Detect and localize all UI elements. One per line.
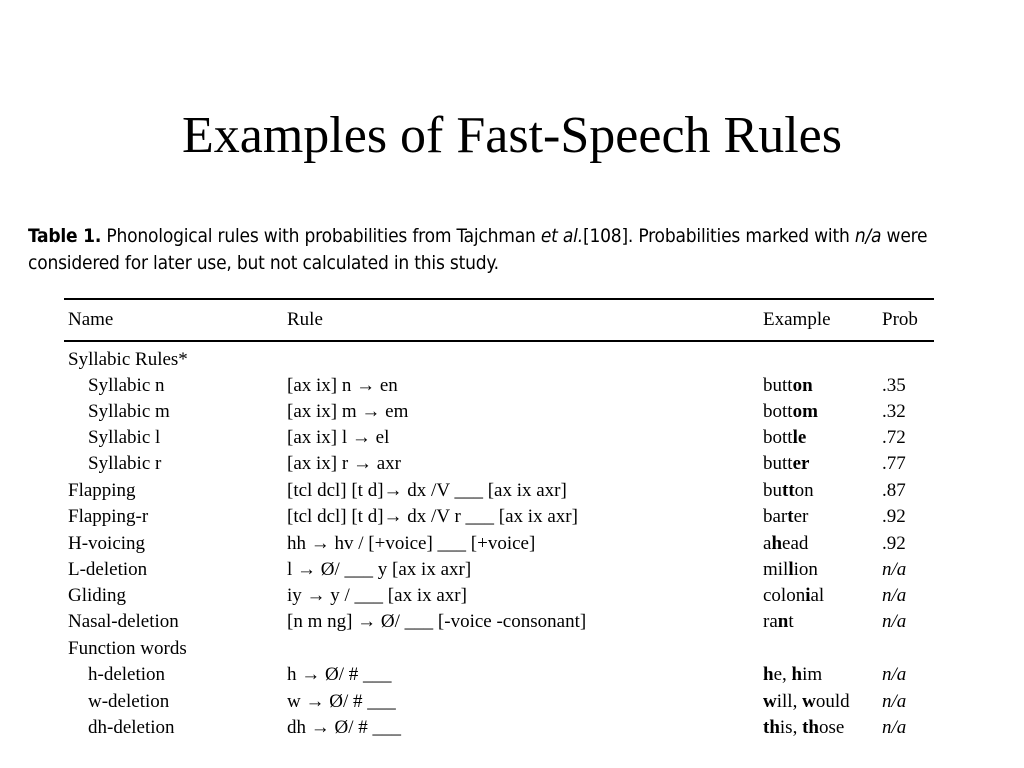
table-row [0, 636, 1024, 662]
row-prob: n/a [882, 611, 907, 632]
table-row [0, 478, 1024, 504]
row-prob: .72 [882, 427, 906, 448]
table-row [0, 583, 1024, 609]
row-name: H-voicing [68, 533, 146, 554]
row-prob: .32 [882, 401, 906, 422]
header-example: Example [763, 309, 831, 330]
caption-text-a: Phonological rules with probabilities from Tajchman [101, 225, 541, 247]
table-row [0, 689, 1024, 715]
caption-label: Table 1. [28, 225, 102, 247]
table-row [0, 373, 1024, 399]
row-example: he, him [763, 664, 823, 685]
row-rule: l → Ø/ ___ y [ax ix axr] [287, 559, 472, 580]
table-row [0, 504, 1024, 530]
row-name: Nasal-deletion [68, 611, 179, 632]
table-row [0, 531, 1024, 557]
table-header-rule [64, 340, 934, 342]
row-rule: [ax ix] n → en [287, 375, 398, 396]
table-row [0, 399, 1024, 425]
row-example: button [763, 480, 814, 501]
row-name: h-deletion [88, 664, 166, 685]
row-name: Syllabic l [88, 427, 161, 448]
row-name: Gliding [68, 585, 127, 606]
row-example: colonial [763, 585, 825, 606]
row-prob: .87 [882, 480, 906, 501]
row-prob: .77 [882, 453, 906, 474]
row-prob: .92 [882, 533, 906, 554]
row-name: Syllabic n [88, 375, 165, 396]
row-rule: [ax ix] r → axr [287, 453, 401, 474]
row-rule: [ax ix] l → el [287, 427, 390, 448]
row-rule: iy → y / ___ [ax ix axr] [287, 585, 467, 606]
row-name: Syllabic m [88, 401, 170, 422]
row-example: butter [763, 453, 810, 474]
row-name: Syllabic r [88, 453, 162, 474]
row-name: Flapping-r [68, 506, 149, 527]
table-row [0, 347, 1024, 373]
caption-text-b: [108]. Probabilities marked with [582, 225, 855, 247]
row-rule: hh → hv / [+voice] ___ [+voice] [287, 533, 536, 554]
row-prob: .35 [882, 375, 906, 396]
row-example: ahead [763, 533, 809, 554]
row-example: this, those [763, 717, 845, 738]
row-example: million [763, 559, 818, 580]
table-row [0, 662, 1024, 688]
row-name: dh-deletion [88, 717, 175, 738]
row-rule: dh → Ø/ # ___ [287, 717, 401, 738]
row-rule: [tcl dcl] [t d]→ dx /V ___ [ax ix axr] [287, 480, 567, 501]
row-rule: w → Ø/ # ___ [287, 691, 396, 712]
row-example: button [763, 375, 813, 396]
row-rule: [tcl dcl] [t d]→ dx /V r ___ [ax ix axr] [287, 506, 578, 527]
table-row [0, 451, 1024, 477]
row-prob: n/a [882, 664, 907, 685]
row-prob: n/a [882, 691, 907, 712]
row-name: Flapping [68, 480, 136, 501]
row-prob: n/a [882, 717, 907, 738]
row-example: bottle [763, 427, 807, 448]
table-top-rule [64, 298, 934, 300]
row-name: w-deletion [88, 691, 170, 712]
row-example: will, would [763, 691, 850, 712]
row-name: Function words [68, 638, 187, 659]
row-rule: [n m ng] → Ø/ ___ [-voice -consonant] [287, 611, 587, 632]
caption-text-c: were considered for later use, but not calculated in this study. [28, 225, 928, 274]
table-row [0, 609, 1024, 635]
table-caption [28, 223, 988, 277]
header-rule: Rule [287, 309, 323, 330]
row-rule: [ax ix] m → em [287, 401, 409, 422]
table-row [0, 715, 1024, 741]
row-name: Syllabic Rules* [68, 349, 188, 370]
row-prob: .92 [882, 506, 906, 527]
caption-na: n/a [854, 225, 882, 247]
caption-etal: et al. [540, 225, 583, 247]
table-row [0, 425, 1024, 451]
row-example: barter [763, 506, 809, 527]
header-prob: Prob [882, 309, 918, 330]
row-example: rant [763, 611, 794, 632]
row-name: L-deletion [68, 559, 148, 580]
table-row [0, 557, 1024, 583]
row-prob: n/a [882, 559, 907, 580]
slide-title: Examples of Fast-Speech Rules [182, 107, 842, 164]
header-name: Name [68, 309, 114, 330]
row-example: bottom [763, 401, 818, 422]
row-prob: n/a [882, 585, 907, 606]
row-rule: h → Ø/ # ___ [287, 664, 392, 685]
